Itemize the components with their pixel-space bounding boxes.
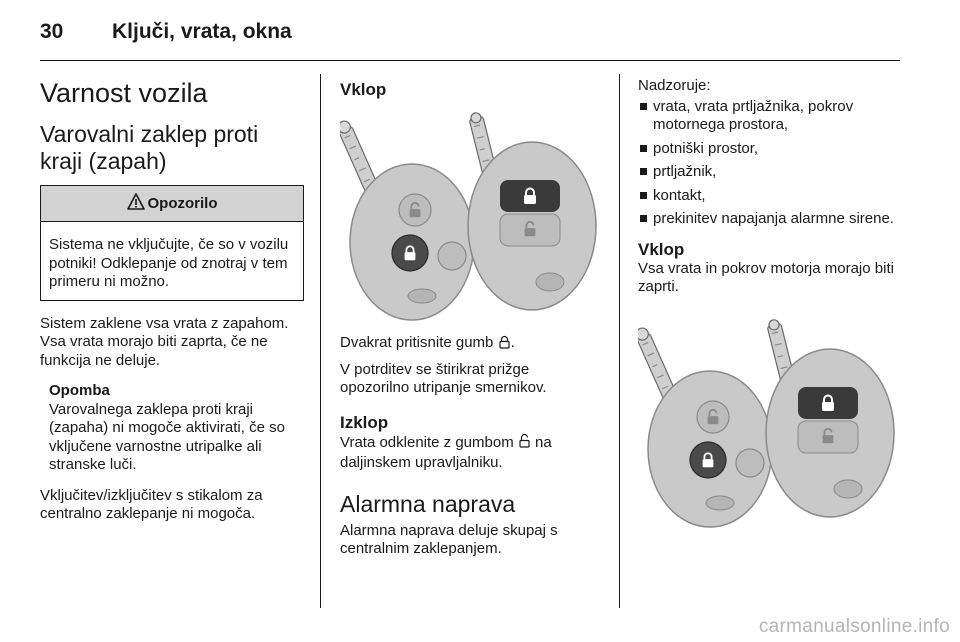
key-fob-illustration — [340, 110, 602, 322]
unlock-text-b: na daljinskem upravljalniku. — [340, 433, 552, 471]
lock-open-icon — [518, 433, 531, 455]
vklop-heading: Vklop — [638, 239, 685, 259]
unlock-text-a: Vrata odklenite z gumbom — [340, 433, 514, 451]
list-item: vrata, vrata prtljažnika, pokrov motornega prostora, — [638, 98, 900, 135]
subsection-title: Varovalni zaklep proti kraji (zapah) — [40, 121, 259, 174]
column-2 — [340, 74, 602, 559]
warning-text: Sistema ne vključujte, če so v vozilu potniki! Odklepanje od znotraj v tem primeru ni možno. — [49, 236, 289, 290]
press-end: . — [510, 334, 515, 351]
chapter-title: Ključi, vrata, okna — [112, 20, 292, 43]
note-text: Varovalnega zaklepa proti kraji (zapaha) ni mogoče aktivirati, če so vključene varnostne utripalke ali stranske luči. — [49, 400, 285, 473]
column-3 — [638, 74, 900, 529]
key-fob-illustration — [638, 317, 900, 529]
vklop-text: Vsa vrata in pokrov motorja morajo biti zaprti. — [638, 259, 894, 295]
confirm-text: V potrditev se štirikrat prižge opozorilno utripanje smernikov. — [340, 360, 547, 396]
alarm-text: Alarmna naprava deluje skupaj s centralnim zaklepanjem. — [340, 521, 558, 557]
column-1 — [40, 74, 304, 524]
list-item: prtljažnik, — [638, 163, 900, 182]
page-number: 30 — [40, 20, 64, 43]
unlock-instruction — [340, 433, 602, 473]
list-item: kontakt, — [638, 187, 900, 206]
bullet-square-icon — [640, 215, 647, 222]
monitors-label: Nadzoruje: — [638, 77, 711, 94]
column-divider — [619, 74, 620, 608]
warning-triangle-icon — [127, 193, 145, 214]
izklop-heading: Izklop — [340, 412, 389, 432]
watermark: carmanualsonline.info — [758, 616, 950, 637]
bullet-square-icon — [640, 145, 647, 152]
warning-box — [40, 185, 304, 301]
paragraph: Sistem zaklene vsa vrata z zapahom. Vsa vrata morajo biti zaprta, če ne funkcija ne deluje. — [40, 314, 289, 369]
bullet-square-icon — [640, 192, 647, 199]
press-instruction — [340, 334, 602, 355]
note-block — [40, 382, 304, 475]
lock-closed-icon — [498, 335, 511, 355]
warning-title: Opozorilo — [147, 195, 218, 212]
page-header — [40, 14, 900, 58]
vklop-heading: Vklop — [340, 80, 387, 99]
bullet-square-icon — [640, 168, 647, 175]
warning-header — [41, 186, 303, 222]
note-label: Opomba — [49, 382, 110, 399]
header-rule — [40, 60, 900, 61]
paragraph: Vključitev/izključitev s stikalom za centralno zaklepanje ni mogoča. — [40, 486, 263, 522]
list-item: prekinitev napajanja alarmne sirene. — [638, 210, 900, 229]
bullet-square-icon — [640, 103, 647, 110]
alarm-heading: Alarmna naprava — [340, 490, 516, 517]
list-item: potniški prostor, — [638, 140, 900, 159]
press-text: Dvakrat pritisnite gumb — [340, 334, 494, 351]
section-title: Varnost vozila — [40, 78, 208, 108]
monitored-list — [638, 98, 900, 229]
column-divider — [320, 74, 321, 608]
